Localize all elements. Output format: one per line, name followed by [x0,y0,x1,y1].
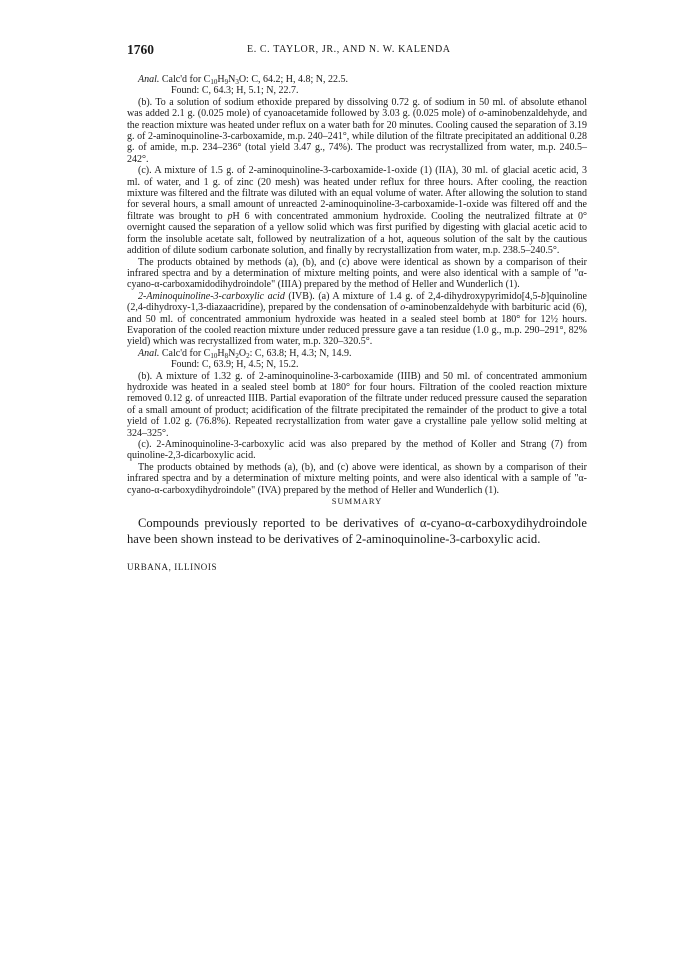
paragraph-text: (IVB). (a) A mixture of 1.4 g. of 2,4-dihydroxypyrimido[4,5- [284,290,541,302]
paragraph-acid-method-b: (b). A mixture of 1.32 g. of 2-aminoquinoline-3-carboxamide (IIIB) and 50 ml. of concentrated ammonium hydroxide was heated in a sealed steel bomb at 180° for four hours. Filtration of the cooled reaction mixture removed 0.12 g. of unreacted IIIB. Partial evaporation of the filtrate under reduced pressure caused the separation of a small amount of product; acidification of the filtrate precipitated the remainder of the product to give a total yield of 1.02 g. (76.8%). Repeated recrystallization from water gave a crystalline pale yellow solid melting at 324–325°. [127,370,587,439]
analysis-label: Anal. [138,74,160,85]
formula-text: O: C, 64.2; H, 4.8; N, 22.5. [238,74,348,85]
formula-subscript: 3 [235,78,239,86]
paragraph-text: H 6 with concentrated ammonium hydroxide. Cooling the neutralized filtrate at 0° overnight caused the separation of a yellow solid which was first purified by digesting with glacial acetic acid to form the insoluble acetate salt, followed by neutralization of a hot, aqueous solution of the salt by the cautious addition of dilute sodium carbonate solution, and finally by recrystallization from water, m.p. 238.5–240.5°. [127,210,588,257]
paragraph-method-c [127,165,587,256]
formula-subscript: 9 [224,78,229,86]
paragraph-text: -aminobenzaldehyde, and the reaction mixture was heated under reflux on a water bath for 20 minutes. Cooling caused the separation of 3.19 g. of 2-aminoquinoline-3-carboxamide, m.p. 240–241°, while dilution of the filtrate precipitated an additional 0.28 g. of amide, m.p. 234–236° (total yield 3.47 g., 74%). The product was recrystallized from water, m.p. 240.5–242°. [127,108,587,165]
paragraph-text: ]quinoline (2,4-dihydroxy-1,3-diazaacridine), prepared by the condensation of [127,290,587,314]
formula-subscript: 2 [235,351,239,360]
paragraph-text: (b). To a solution of sodium ethoxide prepared by dissolving 0.72 g. of sodium in 50 ml. of absolute ethanol was added 2.1 g. (0.025 mole) of cyanoacetamide followed by 3.03 g. (0.025 mole) of [127,96,587,120]
formula-text: N [228,74,236,85]
formula-subscript: 10 [210,351,218,360]
paragraph-method-b [127,97,587,165]
italic-prefix: p [227,210,233,222]
italic-prefix: o [478,108,484,120]
affiliation: URBANA, ILLINOIS [127,562,218,573]
page-number: 1760 [127,42,154,57]
analysis-calculated-2 [127,348,587,359]
formula-text: O [238,347,247,359]
paragraph-text: (c). A mixture of 1.5 g. of 2-aminoquinoline-3-carboxamide-1-oxide (1) (IIA), 30 ml. of glacial acetic acid, 3 ml. of water, and 1 g. of zinc (20 mesh) was heated under reflux for three hours. After cooling, the reaction mixture was filtered and the filtrate was diluted with an equal volume of water. After allowing the solution to stand for several hours, a small amount of unreacted 2-aminoquinoline-3-carboxamide-1-oxide was filtered off and the filtrate was brought to [127,165,587,222]
running-head: E. C. TAYLOR, JR., AND N. W. KALENDA [247,44,451,55]
paragraph-products-identical-2: The products obtained by methods (a), (b), and (c) above were identical, as shown by a comparison of their infrared spectra and by a determination of mixture melting points, and were also identical with a sample of "α-cyano-α-carboxydihydroindole" (IVA) prepared by the method of Heller and Wunderlich (1). [127,461,587,496]
summary-text: Compounds previously reported to be derivatives of α-cyano-α-carboxydihydroindole have been shown instead to be derivatives of 2-aminoquinoline-3-carboxylic acid. [127,516,587,546]
paragraph-acid-method-c: (c). 2-Aminoquinoline-3-carboxylic acid was also prepared by the method of Koller and Strang (7) from quinoline-2,3-dicarboxylic acid. [127,439,587,462]
analysis-label: Anal. [138,347,160,359]
formula-text: Calc'd for C [159,347,211,359]
analysis-found-2: Found: C, 63.9; H, 4.5; N, 15.2. [171,359,299,371]
paragraph-text: -aminobenzaldehyde with barbituric acid (6), and 50 ml. of concentrated ammonium hydroxide was heated in a sealed steel bomb at 180° for 12½ hours. Evaporation of the cooled reaction mixture under reduced pressure gave a tan residue (1.0 g., m.p. 290–291°, 82% yield) which was recrystallized from water, m.p. 320–320.5°. [127,302,587,348]
formula-text: Calc'd for C [159,74,211,85]
analysis-found: Found: C, 64.3; H, 5.1; N, 22.7. [171,85,299,97]
italic-prefix: o [400,302,406,314]
paragraph-products-identical-1: The products obtained by methods (a), (b), and (c) above were identical as shown by a comparison of their infrared spectra and by a determination of mixture melting points, and were also identical with a sample of "α-cyano-α-carboxamidodihydroindole" (IIIA) prepared by the method of Heller and Wunderlich (1). [127,256,587,291]
italic-letter: b [540,290,546,302]
formula-subscript: 10 [210,78,218,86]
article-body [127,74,587,574]
formula-subscript: 8 [224,351,229,360]
summary-heading: SUMMARY [331,496,383,507]
formula-text: H [217,74,225,85]
paragraph-acid-method-a [127,291,587,348]
formula-subscript: 2 [246,351,250,360]
section-run-in-head: 2-Aminoquinoline-3-carboxylic acid [138,290,285,302]
formula-text: H [217,347,225,359]
analysis-calculated [127,74,587,85]
formula-text: : C, 63.8; H, 4.3; N, 14.9. [249,347,352,359]
page-header [127,42,587,58]
formula-text: N [228,347,236,359]
